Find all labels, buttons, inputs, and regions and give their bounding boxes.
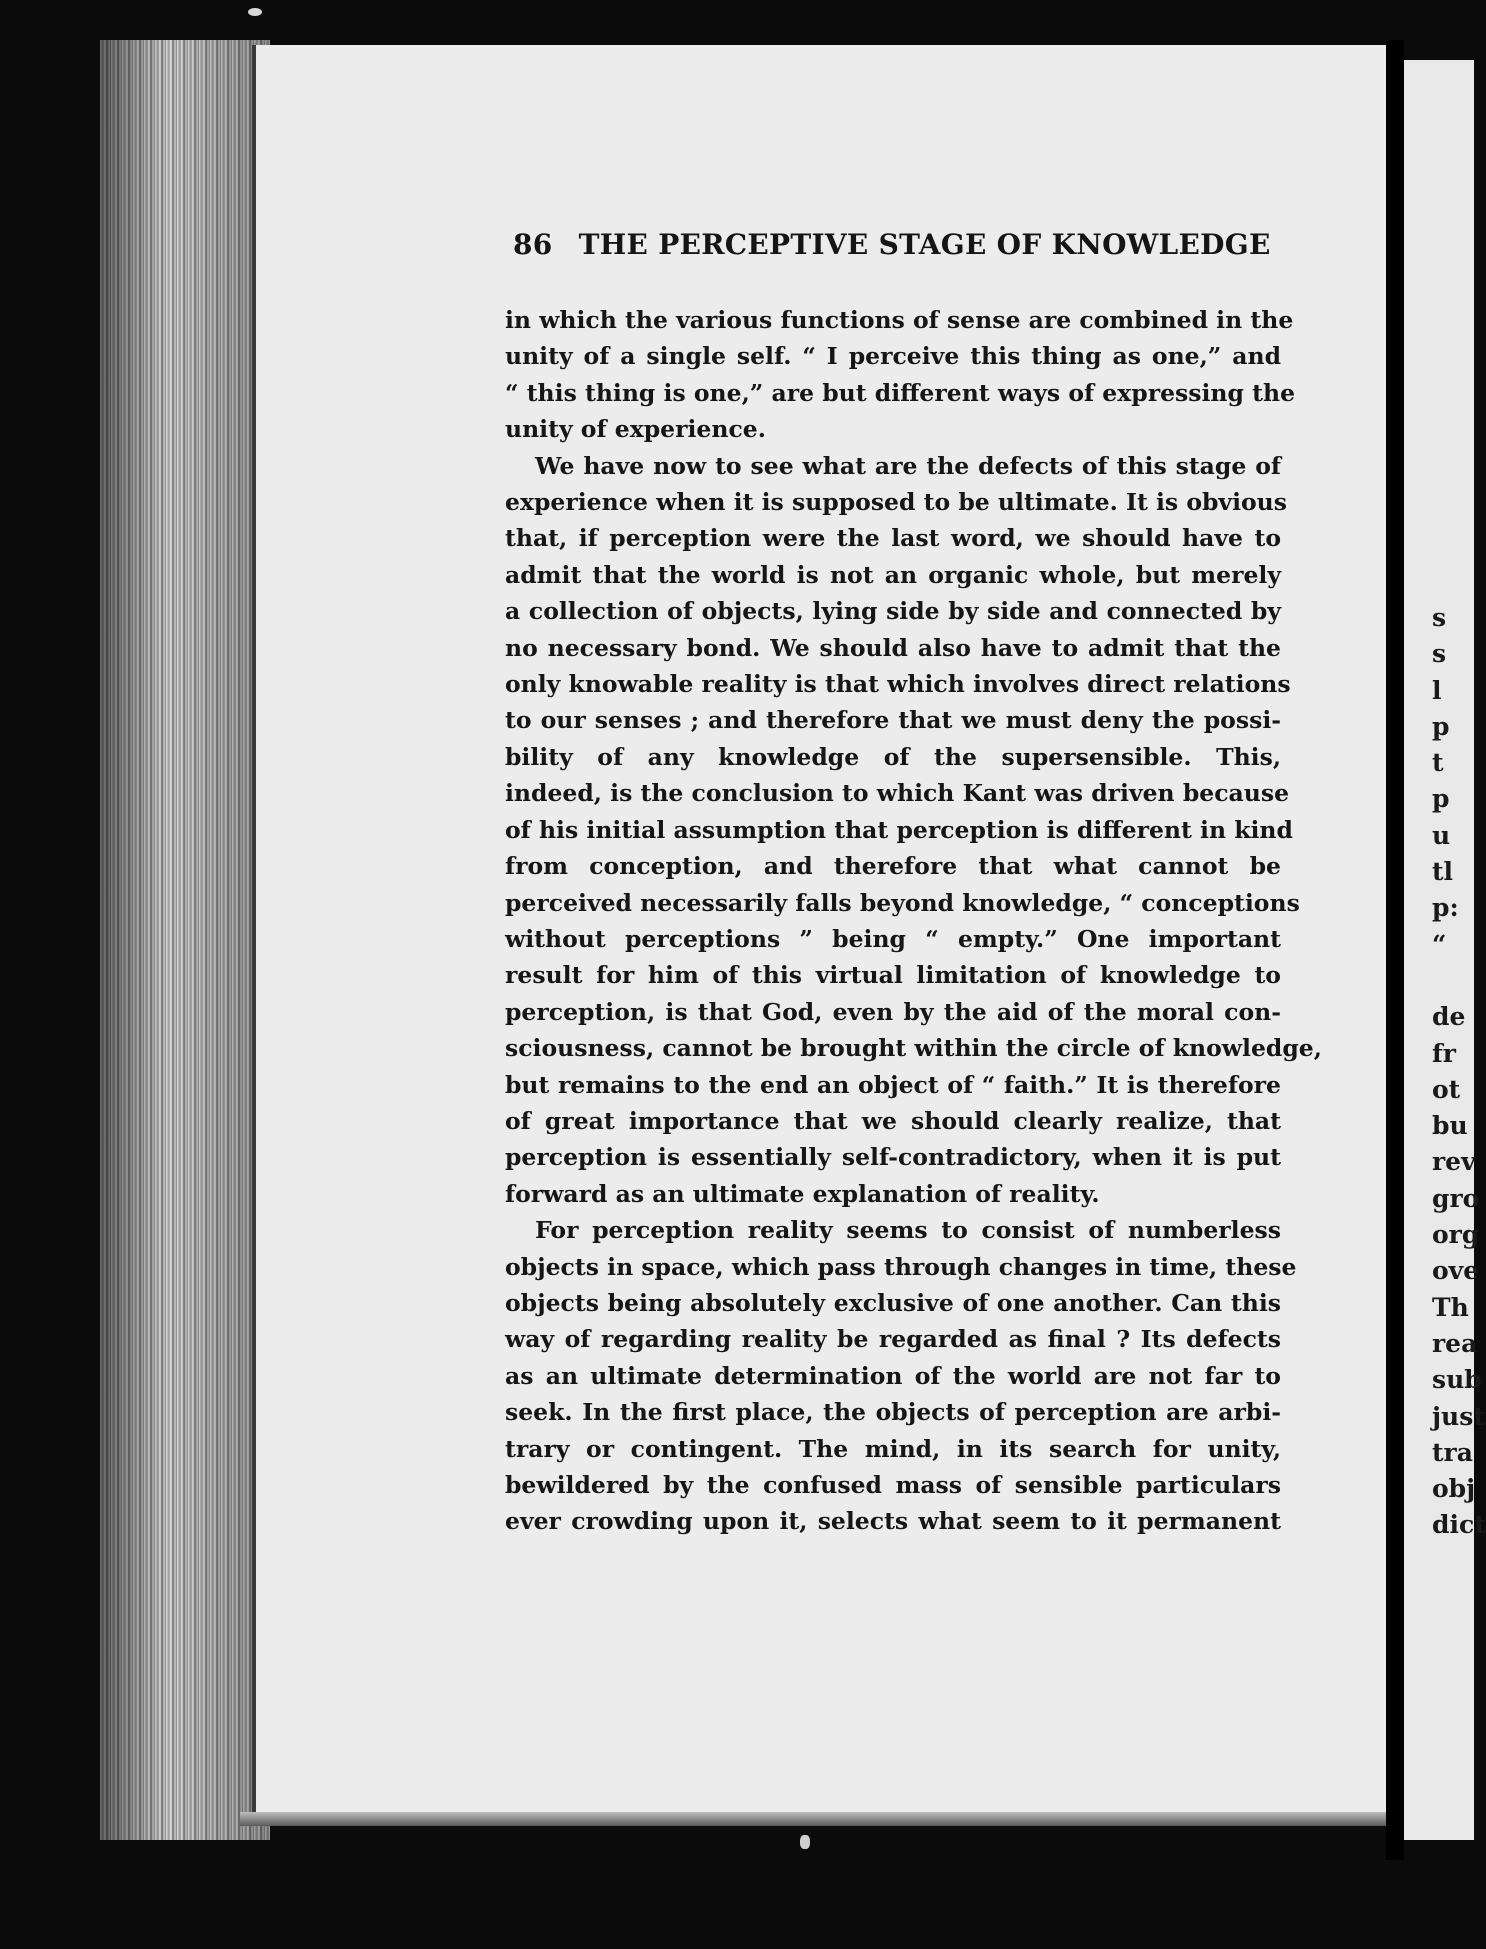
text-line: bewildered by the confused mass of sensible particulars (505, 1471, 1281, 1499)
facing-fragment: sub (1432, 1365, 1482, 1395)
facing-fragment: Th (1432, 1292, 1469, 1322)
text-line: as an ultimate determination of the world are not far to (505, 1361, 1281, 1390)
text-line: admit that the world is not an organic whole, but merely (505, 560, 1281, 589)
text-line: without perceptions ” being “ empty.” One important (505, 924, 1281, 953)
facing-fragment: obj (1432, 1474, 1476, 1504)
text-line: in which the various functions of sense are combined in the (505, 306, 1294, 334)
facing-fragment: ot (1432, 1074, 1461, 1104)
facing-page-text (1432, 600, 1486, 1544)
facing-fragment: ove (1432, 1256, 1480, 1286)
facing-fragment: fr (1432, 1038, 1456, 1068)
text-line: unity of experience. (505, 415, 766, 444)
text-line: “ this thing is one,” are but different ways of expressing the (505, 378, 1296, 407)
page-edges-shadow (100, 40, 270, 1840)
facing-fragment: s (1432, 639, 1447, 669)
text-line: unity of a single self. “ I perceive this thing as one,” and (505, 342, 1281, 371)
scan-speck (800, 1835, 810, 1849)
facing-fragment: p (1432, 711, 1450, 741)
facing-fragment: tl (1432, 857, 1454, 887)
text-line: forward as an ultimate explanation of reality. (505, 1179, 1100, 1208)
facing-fragment: t (1432, 748, 1444, 778)
facing-fragment: rev (1432, 1147, 1476, 1177)
text-line: ever crowding upon it, selects what seem to it permanent (505, 1507, 1281, 1536)
scan-speck (248, 8, 262, 16)
text-line: For perception reality seems to consist of numberless (535, 1216, 1281, 1245)
text-line: perception is essentially self-contradictory, when it is put (505, 1143, 1281, 1172)
text-line: objects being absolutely exclusive of one another. Can this (505, 1288, 1281, 1317)
text-line: indeed, is the conclusion to which Kant was driven because (505, 779, 1290, 808)
text-line: trary or contingent. The mind, in its search for unity, (505, 1434, 1281, 1463)
text-line: sciousness, cannot be brought within the circle of knowledge, (505, 1034, 1322, 1063)
text-line: of great importance that we should clearly realize, that (505, 1106, 1281, 1135)
text-line: only knowable reality is that which involves direct relations (505, 670, 1291, 699)
facing-fragment: just (1432, 1401, 1485, 1431)
text-line: perceived necessarily falls beyond knowledge, “ conceptions (505, 888, 1300, 917)
facing-fragment: rea (1432, 1328, 1478, 1358)
facing-fragment: l (1432, 675, 1442, 705)
text-line: perception, is that God, even by the aid of the moral con- (505, 997, 1281, 1026)
text-line: seek. In the first place, the objects of perception are arbi- (505, 1398, 1281, 1427)
facing-fragment: de (1432, 1002, 1466, 1032)
text-line: experience when it is supposed to be ultimate. It is obvious (505, 488, 1287, 517)
page-bottom-edge (240, 1812, 1400, 1826)
text-line: to our senses ; and therefore that we must deny the possi- (505, 706, 1281, 735)
facing-fragment: s (1432, 603, 1447, 632)
facing-fragment: p (1432, 784, 1450, 814)
book-gutter (1386, 40, 1404, 1860)
facing-fragment: p: (1432, 893, 1459, 923)
text-line: bility of any knowledge of the supersensible. This, (505, 742, 1281, 771)
text-line: a collection of objects, lying side by side and connected by (505, 597, 1281, 626)
text-line: that, if perception were the last word, we should have to (505, 524, 1281, 553)
text-line: no necessary bond. We should also have to admit that the (505, 633, 1281, 662)
facing-fragment (1432, 963, 1474, 999)
text-line: We have now to see what are the defects of this stage of (535, 451, 1281, 480)
text-line: result for him of this virtual limitation of knowledge to (505, 961, 1281, 990)
facing-fragment: dict (1432, 1510, 1486, 1540)
text-line: objects in space, which pass through changes in time, these (505, 1252, 1297, 1281)
text-line: but remains to the end an object of “ faith.” It is therefore (505, 1070, 1281, 1099)
facing-fragment: bu (1432, 1111, 1468, 1141)
facing-fragment: u (1432, 820, 1451, 850)
running-header (513, 228, 1271, 261)
text-line: of his initial assumption that perception is different in kind (505, 815, 1293, 844)
facing-fragment: “ (1432, 929, 1447, 959)
text-line: way of regarding reality be regarded as final ? Its defects (505, 1325, 1281, 1354)
page-number: 86 (513, 228, 553, 261)
running-title: THE PERCEPTIVE STAGE OF KNOWLEDGE (578, 228, 1271, 261)
text-line: from conception, and therefore that what cannot be (505, 852, 1281, 881)
facing-fragment: tra (1432, 1437, 1473, 1467)
facing-fragment: org (1432, 1220, 1480, 1250)
body-text (505, 302, 1322, 1540)
facing-fragment: gro (1432, 1183, 1480, 1213)
